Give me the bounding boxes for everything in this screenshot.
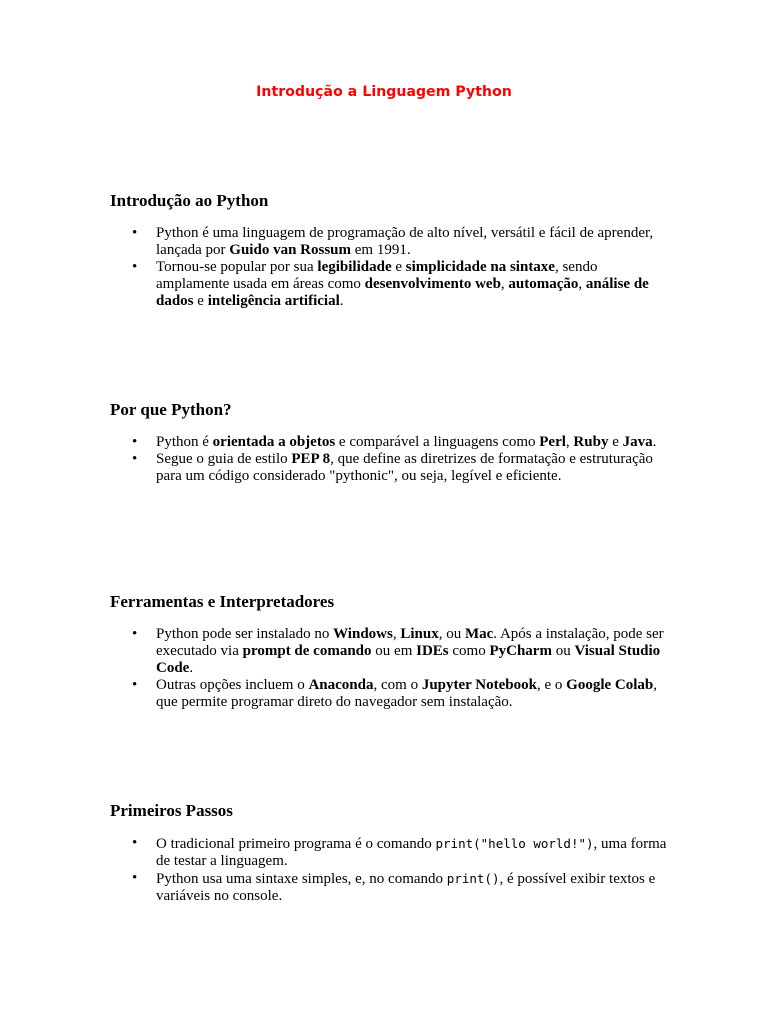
section-ferramentas (110, 591, 670, 711)
text-run: , que permite programar direto do navegador sem instalação. (156, 677, 657, 710)
text-run: O tradicional primeiro programa é o comando (156, 836, 436, 852)
section-introducao (110, 190, 670, 310)
section-heading: Ferramentas e Interpretadores (110, 592, 335, 611)
text-run: e (193, 293, 208, 309)
bold-text: Linux (400, 626, 439, 642)
text-run: como (448, 643, 490, 659)
inline-code: print() (446, 871, 500, 886)
text-run: . (652, 434, 657, 450)
bold-text: Google Colab (566, 677, 654, 693)
text-run: , (565, 434, 574, 450)
section-heading: Introdução ao Python (110, 191, 269, 210)
list-item (156, 225, 670, 259)
bold-text: orientada a objetos (212, 434, 336, 450)
bold-text: inteligência artificial (207, 293, 340, 309)
bullet-list (110, 835, 670, 905)
text-run: . (339, 293, 344, 309)
bold-text: simplicidade na sintaxe (405, 259, 555, 275)
section-heading: Primeiros Passos (110, 801, 233, 820)
text-run: , que define as diretrizes de formatação e estruturação para um código considerado "pythonic", ou seja, legível e eficiente. (156, 451, 653, 484)
bullet-list (110, 434, 670, 485)
bold-text: IDEs (416, 643, 449, 659)
text-run: e (608, 434, 623, 450)
text-run: Outras opções incluem o (156, 677, 309, 693)
bold-text: Ruby (573, 434, 609, 450)
text-run: Python pode ser instalado no (156, 626, 334, 642)
bold-text: Mac (464, 626, 494, 642)
text-run: , com o (373, 677, 422, 693)
text-run: ou em (371, 643, 417, 659)
list-item (156, 835, 670, 870)
bold-text: Visual Studio Code (156, 643, 661, 676)
section-por-que-python (110, 399, 670, 485)
bold-text: legibilidade (317, 259, 392, 275)
text-run: e comparável a linguagens como (335, 434, 540, 450)
bold-text: PyCharm (489, 643, 552, 659)
bullet-list (110, 626, 670, 711)
section-heading: Por que Python? (110, 400, 232, 419)
document-title: Introdução a Linguagem Python (256, 84, 512, 100)
list-item (156, 259, 670, 310)
text-run: , (500, 276, 509, 292)
section-primeiros-passos (110, 800, 670, 905)
text-run: , (578, 276, 586, 292)
text-run: , e o (536, 677, 567, 693)
list-item (156, 626, 670, 677)
text-run: Tornou-se popular por sua (156, 259, 318, 275)
bold-text: Guido van Rossum (229, 242, 352, 258)
bold-text: Java (622, 434, 653, 450)
text-run: , sendo amplamente usada em áreas como (156, 259, 598, 292)
text-run: em 1991. (351, 242, 411, 258)
list-item (156, 870, 670, 905)
list-item (156, 434, 670, 451)
text-run: ou (551, 643, 575, 659)
text-run: Python é uma linguagem de programação de alto nível, versátil e fácil de aprender, lançada por (156, 225, 654, 258)
list-item (156, 677, 670, 711)
text-run: , ou (438, 626, 465, 642)
text-run: e (391, 259, 406, 275)
list-item (156, 451, 670, 485)
bold-text: automação (508, 276, 579, 292)
text-run: Python usa uma sintaxe simples, e, no comando (156, 871, 447, 887)
bold-text: análise de dados (156, 276, 649, 309)
bold-text: desenvolvimento web (364, 276, 501, 292)
bullet-list (110, 225, 670, 310)
text-run: . Após a instalação, pode ser executado via (156, 626, 664, 659)
text-run: , é possível exibir textos e variáveis no console. (156, 871, 656, 904)
bold-text: Anaconda (308, 677, 374, 693)
bold-text: PEP 8 (291, 451, 331, 467)
bold-text: prompt de comando (242, 643, 372, 659)
bold-text: Jupyter Notebook (421, 677, 537, 693)
text-run: Python é (156, 434, 213, 450)
text-run: , (392, 626, 401, 642)
bold-text: Perl (539, 434, 566, 450)
inline-code: print("hello world!") (435, 836, 594, 851)
text-run: . (189, 660, 194, 676)
bold-text: Windows (333, 626, 393, 642)
text-run: Segue o guia de estilo (156, 451, 292, 467)
text-run: , uma forma de testar a linguagem. (156, 836, 667, 869)
